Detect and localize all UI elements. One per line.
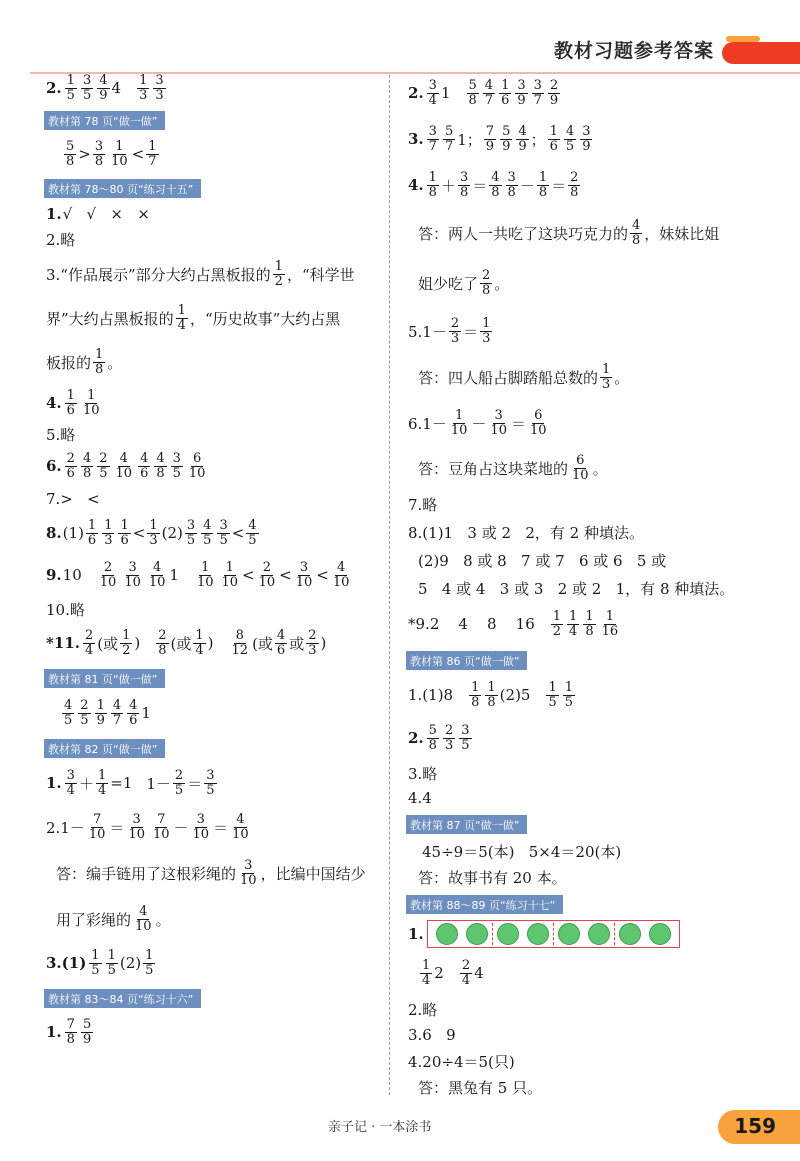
answer-4	[46, 384, 382, 422]
fraction: $\frac{4}{10}$	[332, 559, 350, 590]
fraction: $\frac{1}{6}$	[66, 387, 75, 418]
s82-answer-3	[46, 942, 382, 984]
item-number: 1.	[408, 925, 424, 943]
compare-row	[46, 134, 382, 174]
answer-text: 界”大约占黑板报的	[46, 309, 174, 328]
fraction: $\frac{2}{8}$	[482, 267, 491, 298]
fraction: $\frac{5}{9}$	[82, 1016, 92, 1047]
fraction: $\frac{7}{10}$	[88, 811, 106, 842]
answer-text: 5 4 或 4 3 或 3 2 或 2 1，有 8 种填法。	[418, 579, 735, 598]
s82-answer-1: 1. $\frac{3}{4}$ ＋ $\frac{1}{4}$ =1 1－ $\frac{2}{5}$ ＝ $\frac{3}{5}$	[46, 767, 215, 798]
s87-equation	[408, 838, 788, 864]
section-label: 教材第 86 页“做一做”	[406, 651, 527, 670]
item-number: *9.	[408, 615, 430, 633]
bracket: )	[320, 634, 327, 652]
s82-answer-2-text2: 用了彩绳的 $\frac{4}{10}$ 。	[56, 903, 171, 934]
fraction: $\frac{3}{5}$	[186, 517, 196, 548]
answer-text: 。	[107, 353, 123, 372]
fraction: $\frac{6}{10}$	[188, 450, 206, 481]
fraction: $\frac{2}{5}$	[80, 697, 89, 728]
answer-text: ，比编中国结少	[260, 864, 366, 883]
fraction: $\frac{1}{5}$	[107, 947, 116, 978]
r-answer-4-text2: 姐少吃了 $\frac{2}{8}$ 。	[418, 267, 510, 298]
answer-text: 答：故事书有 20 本。	[418, 868, 567, 887]
r-answer-4-text1	[408, 208, 788, 258]
or-text: (或	[252, 634, 273, 653]
fraction: $\frac{3}{4}$	[428, 77, 437, 108]
answer-text: 1.(1)8	[408, 686, 454, 704]
answer-text: 答：四人船占脚踏船总数的	[418, 368, 599, 387]
fraction: $\frac{3}{10}$	[124, 559, 141, 590]
fraction: $\frac{4}{6}$	[276, 627, 286, 658]
fraction: $\frac{3}{5}$	[206, 767, 215, 798]
answer-text: 板报的	[46, 353, 92, 372]
fraction: $\frac{1}{10}$	[221, 559, 239, 590]
operator: <	[131, 145, 145, 163]
equation-text: 2.1－	[46, 818, 85, 837]
fraction: $\frac{1}{4}$	[177, 302, 186, 333]
answer-text: ，“历史故事”大约占黑	[189, 309, 341, 328]
fraction: $\frac{2}{5}$	[99, 450, 108, 481]
fraction: $\frac{2}{10}$	[258, 559, 276, 590]
number: 10	[62, 566, 82, 584]
fraction: $\frac{2}{8}$	[570, 169, 579, 200]
equation-text: 1－	[146, 774, 171, 793]
fraction: $\frac{4}{8}$	[491, 169, 500, 200]
fraction: $\frac{1}{2}$	[552, 608, 562, 639]
item-number: 2.	[408, 84, 424, 102]
fraction: $\frac{1}{3}$	[139, 72, 148, 103]
answer-text: ，“科学世	[286, 265, 355, 284]
page-number: 159	[734, 1114, 776, 1138]
dashed-separator	[492, 923, 493, 945]
equation-text: 5.1－	[408, 322, 447, 341]
r-answer-8-1	[408, 518, 788, 546]
fraction: $\frac{1}{2}$	[274, 258, 283, 289]
fraction: $\frac{4}{10}$	[135, 903, 152, 934]
dashed-separator	[614, 923, 615, 945]
circle	[466, 923, 488, 945]
fraction: $\frac{4}{6}$	[140, 450, 149, 481]
answer-text: 45÷9＝5(本) 5×4＝20(本)	[422, 842, 622, 861]
s82-answer-2: 2.1－ $\frac{7}{10}$ ＝ $\frac{3}{10}$ $\frac{7}{10}$ － $\frac{3}{10}$ ＝ $\frac{4}{10}$	[46, 811, 249, 842]
r-answer-6: 6.1－ $\frac{1}{10}$ － $\frac{3}{10}$ ＝ $\frac{6}{10}$	[408, 407, 547, 438]
circle	[649, 923, 671, 945]
r-answer-7	[408, 490, 788, 518]
answer-text: ，妹妹比姐	[644, 224, 720, 243]
answer-text: 2.略	[46, 230, 76, 249]
fraction: $\frac{1}{8}$	[471, 679, 480, 710]
fraction: $\frac{4}{10}$	[232, 811, 249, 842]
fraction: $\frac{3}{10}$	[192, 811, 210, 842]
fraction: $\frac{1}{6}$	[501, 77, 510, 108]
answer-text: 4.4	[408, 789, 432, 807]
fraction: $\frac{1}{4}$	[569, 608, 578, 639]
fraction: $\frac{7}{8}$	[66, 1016, 75, 1047]
section-label: 教材第 78～80 页“练习十五”	[44, 179, 201, 198]
fraction: $\frac{1}{6}$	[549, 123, 558, 154]
item-number: 1.	[46, 205, 62, 223]
fraction: $\frac{2}{9}$	[549, 77, 559, 108]
answer-text: 3.略	[408, 764, 438, 783]
item-number: 2.	[408, 729, 424, 747]
left-column	[46, 70, 382, 1052]
or-text: 或	[289, 634, 305, 653]
circle	[497, 923, 519, 945]
s82-answer-2-text1	[46, 850, 382, 896]
fraction: $\frac{5}{7}$	[444, 123, 454, 154]
section-label: 教材第 87 页“做一做”	[406, 815, 527, 834]
item-number: 4.	[46, 394, 62, 412]
r-answer-8-3	[408, 574, 788, 602]
r-answer-5-text: 答：四人船占脚踏船总数的 $\frac{1}{3}$ 。	[418, 361, 630, 392]
fraction: $\frac{1}{5}$	[564, 679, 574, 710]
r-answer-6-text: 答：豆角占这块菜地的 $\frac{6}{10}$ 。	[418, 452, 608, 483]
fraction: $\frac{1}{3}$	[482, 315, 491, 346]
circle	[436, 923, 458, 945]
fraction: $\frac{1}{10}$	[82, 387, 100, 418]
fraction: $\frac{1}{3}$	[602, 361, 611, 392]
fraction: $\frac{1}{10}$	[111, 138, 128, 169]
footer-brand: 亲子记 · 一本涂书	[328, 1120, 432, 1135]
answer-text: 7.略	[408, 495, 438, 514]
circle	[588, 923, 610, 945]
item-number: 1.	[46, 774, 62, 792]
r-answer-4: 4. $\frac{1}{8}$ ＋ $\frac{3}{8}$ ＝ $\frac{4}{8}$ $\frac{3}{8}$ － $\frac{1}{8}$ ＝ $\frac{2}{8}$	[408, 169, 579, 200]
fraction: $\frac{2}{8}$	[158, 627, 167, 658]
fraction: $\frac{1}{8}$	[538, 169, 548, 200]
answer-text: 2 4 8 16	[429, 615, 535, 633]
circle	[619, 923, 641, 945]
r-answer-8-2	[408, 546, 788, 574]
part-label: (1)	[62, 524, 84, 542]
fraction: $\frac{1}{6}$	[120, 517, 129, 548]
dashed-separator	[553, 923, 554, 945]
check-marks: √ √ × ×	[62, 205, 150, 223]
bracket: )	[134, 634, 141, 652]
fraction: $\frac{4}{6}$	[129, 697, 138, 728]
s87-answer	[408, 864, 788, 890]
fraction: $\frac{4}{5}$	[64, 697, 73, 728]
fraction: $\frac{2}{3}$	[450, 315, 460, 346]
fraction: $\frac{1}{3}$	[104, 517, 113, 548]
fraction: $\frac{2}{4}$	[461, 957, 471, 988]
number: 1	[141, 704, 151, 722]
fraction: $\frac{1}{9}$	[96, 697, 105, 728]
r-answer-3	[408, 116, 788, 162]
fraction: $\frac{1}{5}$	[145, 947, 154, 978]
s86-answer-3	[408, 760, 788, 786]
answer-text: 答：编手链用了这根彩绳的	[56, 864, 237, 883]
s83-answer-1	[46, 1012, 382, 1052]
header-accent	[722, 42, 800, 64]
s88-answer-3	[408, 1022, 788, 1048]
fraction: $\frac{1}{3}$	[149, 517, 158, 548]
item-number: 6.	[46, 457, 62, 475]
fraction: $\frac{3}{9}$	[517, 77, 526, 108]
r-answer-9	[408, 602, 788, 646]
answer-text: (2)5	[499, 686, 531, 704]
fraction: $\frac{1}{10}$	[450, 407, 468, 438]
number: 1；	[457, 130, 482, 149]
fraction: $\frac{4}{5}$	[248, 517, 257, 548]
fraction: $\frac{1}{5}$	[91, 947, 100, 978]
fraction: $\frac{3}{5}$	[82, 72, 92, 103]
fraction: $\frac{7}{10}$	[152, 811, 170, 842]
item-number: 4.	[408, 176, 424, 194]
section-label: 教材第 81 页“做一做”	[44, 669, 165, 688]
fraction: $\frac{1}{5}$	[66, 72, 75, 103]
fraction: $\frac{1}{8}$	[95, 346, 104, 377]
answer-1	[46, 202, 382, 226]
number: 1	[169, 566, 179, 584]
r-answer-2	[408, 70, 788, 116]
fraction: $\frac{1}{4}$	[195, 627, 204, 658]
number: 4	[474, 964, 484, 982]
fraction: $\frac{1}{8}$	[585, 608, 594, 639]
fraction: $\frac{3}{7}$	[428, 123, 437, 154]
fraction: $\frac{1}{7}$	[148, 138, 157, 169]
s86-answer-1	[408, 674, 788, 716]
answer-6	[46, 446, 382, 486]
circle-diagram	[427, 920, 680, 948]
circle	[527, 923, 549, 945]
item-number: *11.	[46, 634, 80, 652]
fraction: $\frac{5}{8}$	[468, 77, 477, 108]
section-label: 教材第 88～89 页“练习十七”	[406, 895, 563, 914]
s88-answer-2	[408, 996, 788, 1022]
fraction: $\frac{3}{5}$	[219, 517, 228, 548]
fraction: $\frac{4}{5}$	[565, 123, 575, 154]
section-label: 教材第 78 页“做一做”	[44, 111, 165, 130]
fraction: $\frac{1}{4}$	[97, 767, 107, 798]
answer-text: 答：两人一共吃了这块巧克力的	[418, 224, 629, 243]
fraction: $\frac{3}{4}$	[66, 767, 75, 798]
s86-answer-4	[408, 786, 788, 810]
fraction: $\frac{3}{5}$	[461, 722, 470, 753]
answer-3-line3	[46, 340, 382, 384]
fraction: $\frac{4}{9}$	[99, 72, 108, 103]
fraction: $\frac{3}{9}$	[582, 123, 591, 154]
fraction: $\frac{5}{9}$	[502, 123, 511, 154]
item-number: 8.	[46, 524, 62, 542]
s88-answer-1	[408, 918, 788, 950]
s88-answer-4	[408, 1048, 788, 1074]
number: 2	[434, 964, 444, 982]
fraction: $\frac{1}{8}$	[487, 679, 496, 710]
item-number: 2.	[46, 79, 62, 97]
operator: >	[78, 145, 91, 163]
bracket: )	[207, 634, 214, 652]
section-label: 教材第 83～84 页“练习十六”	[44, 989, 201, 1008]
answer-text: 5.略	[46, 425, 76, 444]
item-number: 3.(1)	[46, 954, 87, 972]
answer-2b	[46, 226, 382, 252]
answer-8: 8. (1) $\frac{1}{6}$ $\frac{1}{3}$ $\frac{1}{6}$ < $\frac{1}{3}$ (2) $\frac{3}{5}$ $\frac{4}{5}$ $\frac{3}{5}$ < $\frac{4}{5}$	[46, 517, 257, 548]
answer-11	[46, 622, 382, 664]
fraction: $\frac{2}{3}$	[308, 627, 317, 658]
fraction: $\frac{2}{5}$	[174, 767, 184, 798]
item-number: 3.	[408, 130, 424, 148]
header-title: 教材习题参考答案	[553, 40, 714, 62]
fraction: $\frac{4}{8}$	[632, 217, 641, 248]
s88-answer-1-values	[408, 950, 788, 996]
fraction: $\frac{1}{2}$	[122, 627, 131, 658]
fraction: $\frac{3}{10}$	[128, 811, 145, 842]
answer-9: 9. 10 $\frac{2}{10}$ $\frac{3}{10}$ $\frac{4}{10}$ 1 $\frac{1}{10}$ $\frac{1}{10}$ < $\frac{2}{10}$ < $\frac{3}{10}$ < $\frac{4}{10}$	[46, 559, 350, 590]
fraction: $\frac{5}{8}$	[428, 722, 437, 753]
answer-text: 答：豆角占这块菜地的	[418, 459, 569, 478]
answer-text: 姐少吃了	[418, 274, 479, 293]
answer-text: 10.略	[46, 600, 85, 619]
answer-text: 3.6 9	[408, 1026, 456, 1044]
or-text: (或	[170, 634, 192, 653]
column-divider	[389, 75, 390, 1095]
r-answer-5: 5.1－ $\frac{2}{3}$ ＝ $\frac{1}{3}$	[408, 315, 491, 346]
fraction: $\frac{1}{16}$	[601, 608, 619, 639]
fraction: $\frac{3}{7}$	[533, 77, 542, 108]
answer-10	[46, 596, 382, 622]
item-number: 1.	[46, 1023, 62, 1041]
answer-5	[46, 422, 382, 446]
fraction: $\frac{1}{6}$	[87, 517, 97, 548]
fraction: $\frac{6}{10}$	[572, 452, 589, 483]
equation-text: 6.1－	[408, 414, 447, 433]
fraction: $\frac{3}{10}$	[295, 559, 313, 590]
number: 1	[440, 84, 451, 102]
fraction: $\frac{1}{10}$	[196, 559, 214, 590]
fraction: $\frac{4}{7}$	[112, 697, 122, 728]
fraction: $\frac{4}{9}$	[518, 123, 527, 154]
part-label: (2)	[119, 954, 142, 972]
s86-answer-2	[408, 716, 788, 760]
fraction: $\frac{2}{3}$	[444, 722, 454, 753]
fraction: $\frac{3}{10}$	[240, 857, 257, 888]
fraction: $\frac{3}{8}$	[507, 169, 516, 200]
fraction: $\frac{3}{10}$	[490, 407, 507, 438]
s88-answer-4-text	[408, 1074, 788, 1100]
or-text: (或	[97, 634, 119, 653]
answer-text: 用了彩绳的	[56, 910, 132, 929]
answer-7	[46, 486, 382, 512]
answer-3-line2	[46, 296, 382, 340]
answer-2	[46, 70, 382, 106]
fraction: $\frac{4}{8}$	[156, 450, 165, 481]
answer-3-line1	[46, 252, 382, 296]
answer-text: (2)9 8 或 8 7 或 7 6 或 6 5 或	[418, 551, 667, 570]
answer-text: 3.“作品展示”部分大约占黑板报的	[46, 265, 271, 284]
fraction: $\frac{2}{6}$	[66, 450, 75, 481]
fraction: $\frac{1}{5}$	[548, 679, 557, 710]
s81-row	[46, 692, 382, 734]
answer-text: 4.20÷4＝5(只)	[408, 1052, 515, 1071]
fraction: $\frac{5}{8}$	[66, 138, 75, 169]
answer-text: 2.略	[408, 1000, 438, 1019]
part-label: (2)	[161, 524, 183, 542]
fraction: $\frac{3}{3}$	[155, 72, 164, 103]
right-column	[408, 70, 788, 1100]
item-number: 9.	[46, 566, 62, 584]
equation-text: =1	[110, 774, 133, 792]
fraction: $\frac{2}{10}$	[99, 559, 117, 590]
number: 4	[111, 79, 122, 97]
fraction: $\frac{1}{8}$	[428, 169, 437, 200]
fraction: $\frac{4}{10}$	[115, 450, 133, 481]
fraction: $\frac{4}{5}$	[203, 517, 212, 548]
answer-text: 答：黑兔有 5 只。	[418, 1078, 543, 1097]
fraction: $\frac{3}{8}$	[459, 169, 469, 200]
fraction: $\frac{4}{8}$	[82, 450, 92, 481]
fraction: $\frac{4}{7}$	[484, 77, 494, 108]
fraction: $\frac{4}{10}$	[148, 559, 166, 590]
fraction: $\frac{3}{8}$	[94, 138, 104, 169]
section-label: 教材第 82 页“做一做”	[44, 739, 165, 758]
fraction: $\frac{7}{9}$	[485, 123, 495, 154]
answer-text: 7.> <	[46, 490, 100, 508]
fraction: $\frac{2}{4}$	[84, 627, 94, 658]
answer-text: 8.(1)1 3 或 2 2，有 2 种填法。	[408, 523, 644, 542]
fraction: $\frac{3}{5}$	[172, 450, 181, 481]
separator: ；	[530, 130, 546, 149]
circle	[558, 923, 580, 945]
fraction: $\frac{8}{12}$	[231, 627, 249, 658]
fraction: $\frac{6}{10}$	[529, 407, 547, 438]
fraction: $\frac{1}{4}$	[422, 957, 431, 988]
